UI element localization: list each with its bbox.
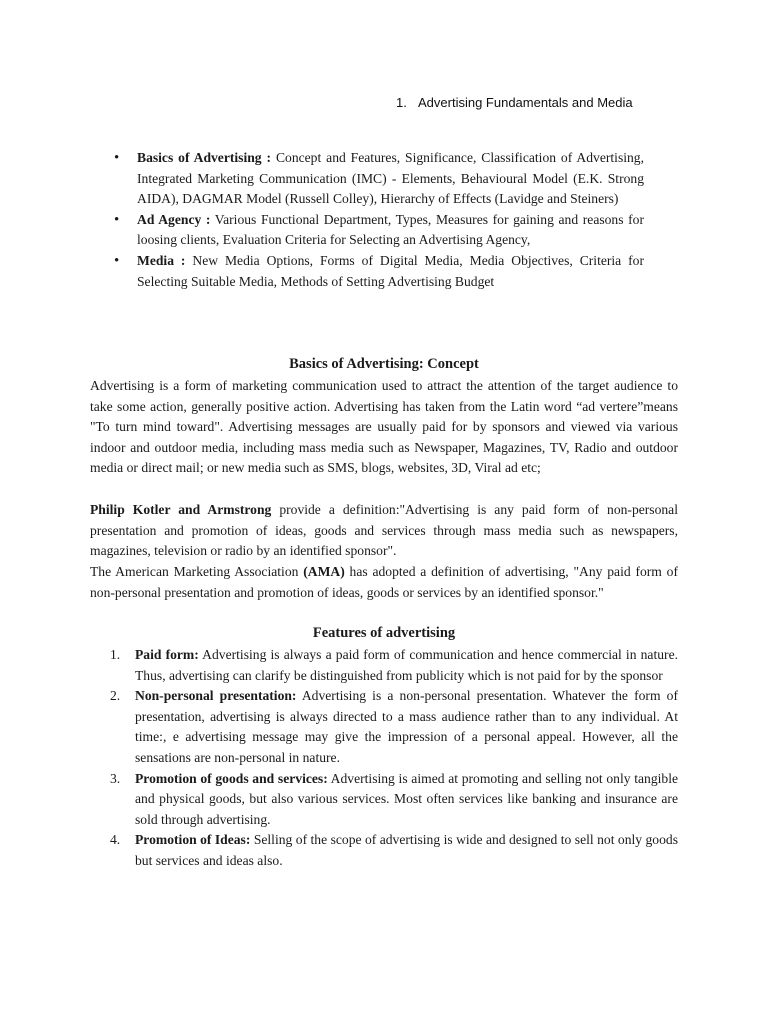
feature-label: Paid form: (135, 647, 199, 662)
feature-number: 4. (110, 832, 121, 848)
features-title: Features of advertising (312, 625, 456, 641)
chapter-title: Advertising Fundamentals and Media (418, 95, 633, 110)
chapter-heading (396, 92, 636, 113)
topic-item (114, 148, 644, 210)
feature-number: 1. (110, 647, 121, 662)
topic-text: Various Functional Department, Types, Measures for gaining and reasons for loosing clients, Evaluation Criteria for Selecting an Advertising Agency, (137, 211, 644, 248)
feature-number: 3. (110, 770, 121, 786)
topic-label: Media : (137, 252, 186, 268)
feature-label: Promotion of Ideas: (135, 832, 251, 848)
feature-text: Selling of the scope of advertising is wide and designed to sell not only goods but services and ideas also. (135, 832, 678, 868)
topic-label: Ad Agency : (137, 211, 211, 227)
ama-after: has adopted a definition of advertising, "Any paid form of non-personal presentation and promotion of ideas, goods or services by an identified sponsor." (90, 564, 678, 600)
feature-text: Advertising is a non-personal presentation. Whatever the form of presentation, advertising is always directed to a mass audience rather than to any individual. At time:, e advertising message may give the impression of a personal appeal. However, all the sensations are non-personal in nature. (135, 688, 678, 765)
ama-abbrev: (AMA) (303, 564, 345, 579)
kotler-authors: Philip Kotler and Armstrong (90, 502, 272, 517)
chapter-number: 1. (396, 95, 407, 110)
feature-item (110, 645, 678, 686)
feature-number: 2. (110, 688, 121, 704)
ama-definition (90, 562, 678, 603)
feature-item (110, 769, 678, 831)
concept-title: Basics of Advertising: Concept (289, 356, 479, 372)
feature-label: Promotion of goods and services: (135, 770, 328, 786)
topic-list (114, 148, 644, 292)
features-list (110, 645, 678, 872)
feature-item (110, 830, 678, 871)
topic-text: New Media Options, Forms of Digital Media, Media Objectives, Criteria for Selecting Suitable Media, Methods of Setting Advertising Budget (137, 252, 644, 289)
feature-label: Non-personal presentation: (135, 688, 297, 704)
topic-item (114, 210, 644, 251)
topic-item (114, 251, 644, 292)
topic-label: Basics of Advertising : (137, 150, 272, 165)
feature-text: Advertising is aimed at promoting and selling not only tangible and physical goods, but also various services. Most often services like banking and insurance are sold through advertising. (135, 770, 678, 827)
feature-text: Advertising is always a paid form of communication and hence commercial in nature. Thus, advertising can clarify be distinguished from publicity which is not paid for by the sponsor (135, 647, 678, 683)
feature-item (110, 686, 678, 768)
kotler-definition (90, 500, 678, 562)
kotler-text: provide a definition:"Advertising is any paid form of non-personal presentation and promotion of ideas, goods and services through mass media such as newspapers, magazines, television or radio by an identified sponsor". (90, 502, 678, 559)
topic-text: Concept and Features, Significance, Classification of Advertising, Integrated Marketing Communication (IMC) - Elements, Behavioural Model (E.K. Strong AIDA), DAGMAR Model (Russell Colley), Hierarchy of Effects (Lavidge and Steiners) (137, 150, 644, 207)
ama-before: The American Marketing Association (90, 564, 304, 579)
concept-paragraph: Advertising is a form of marketing communication used to attract the attention of the target audience to take some action, generally positive action. Advertising has taken from the Latin word “ad vertere”means "To turn mind toward". Advertising messages are usually paid for by sponsors and viewed via various indoor and outdoor media, including mass media such as Newspaper, Magazines, TV, Radio and outdoor media or direct mail; or new media such as SMS, blogs, websites, 3D, Viral ad etc; (90, 378, 678, 476)
